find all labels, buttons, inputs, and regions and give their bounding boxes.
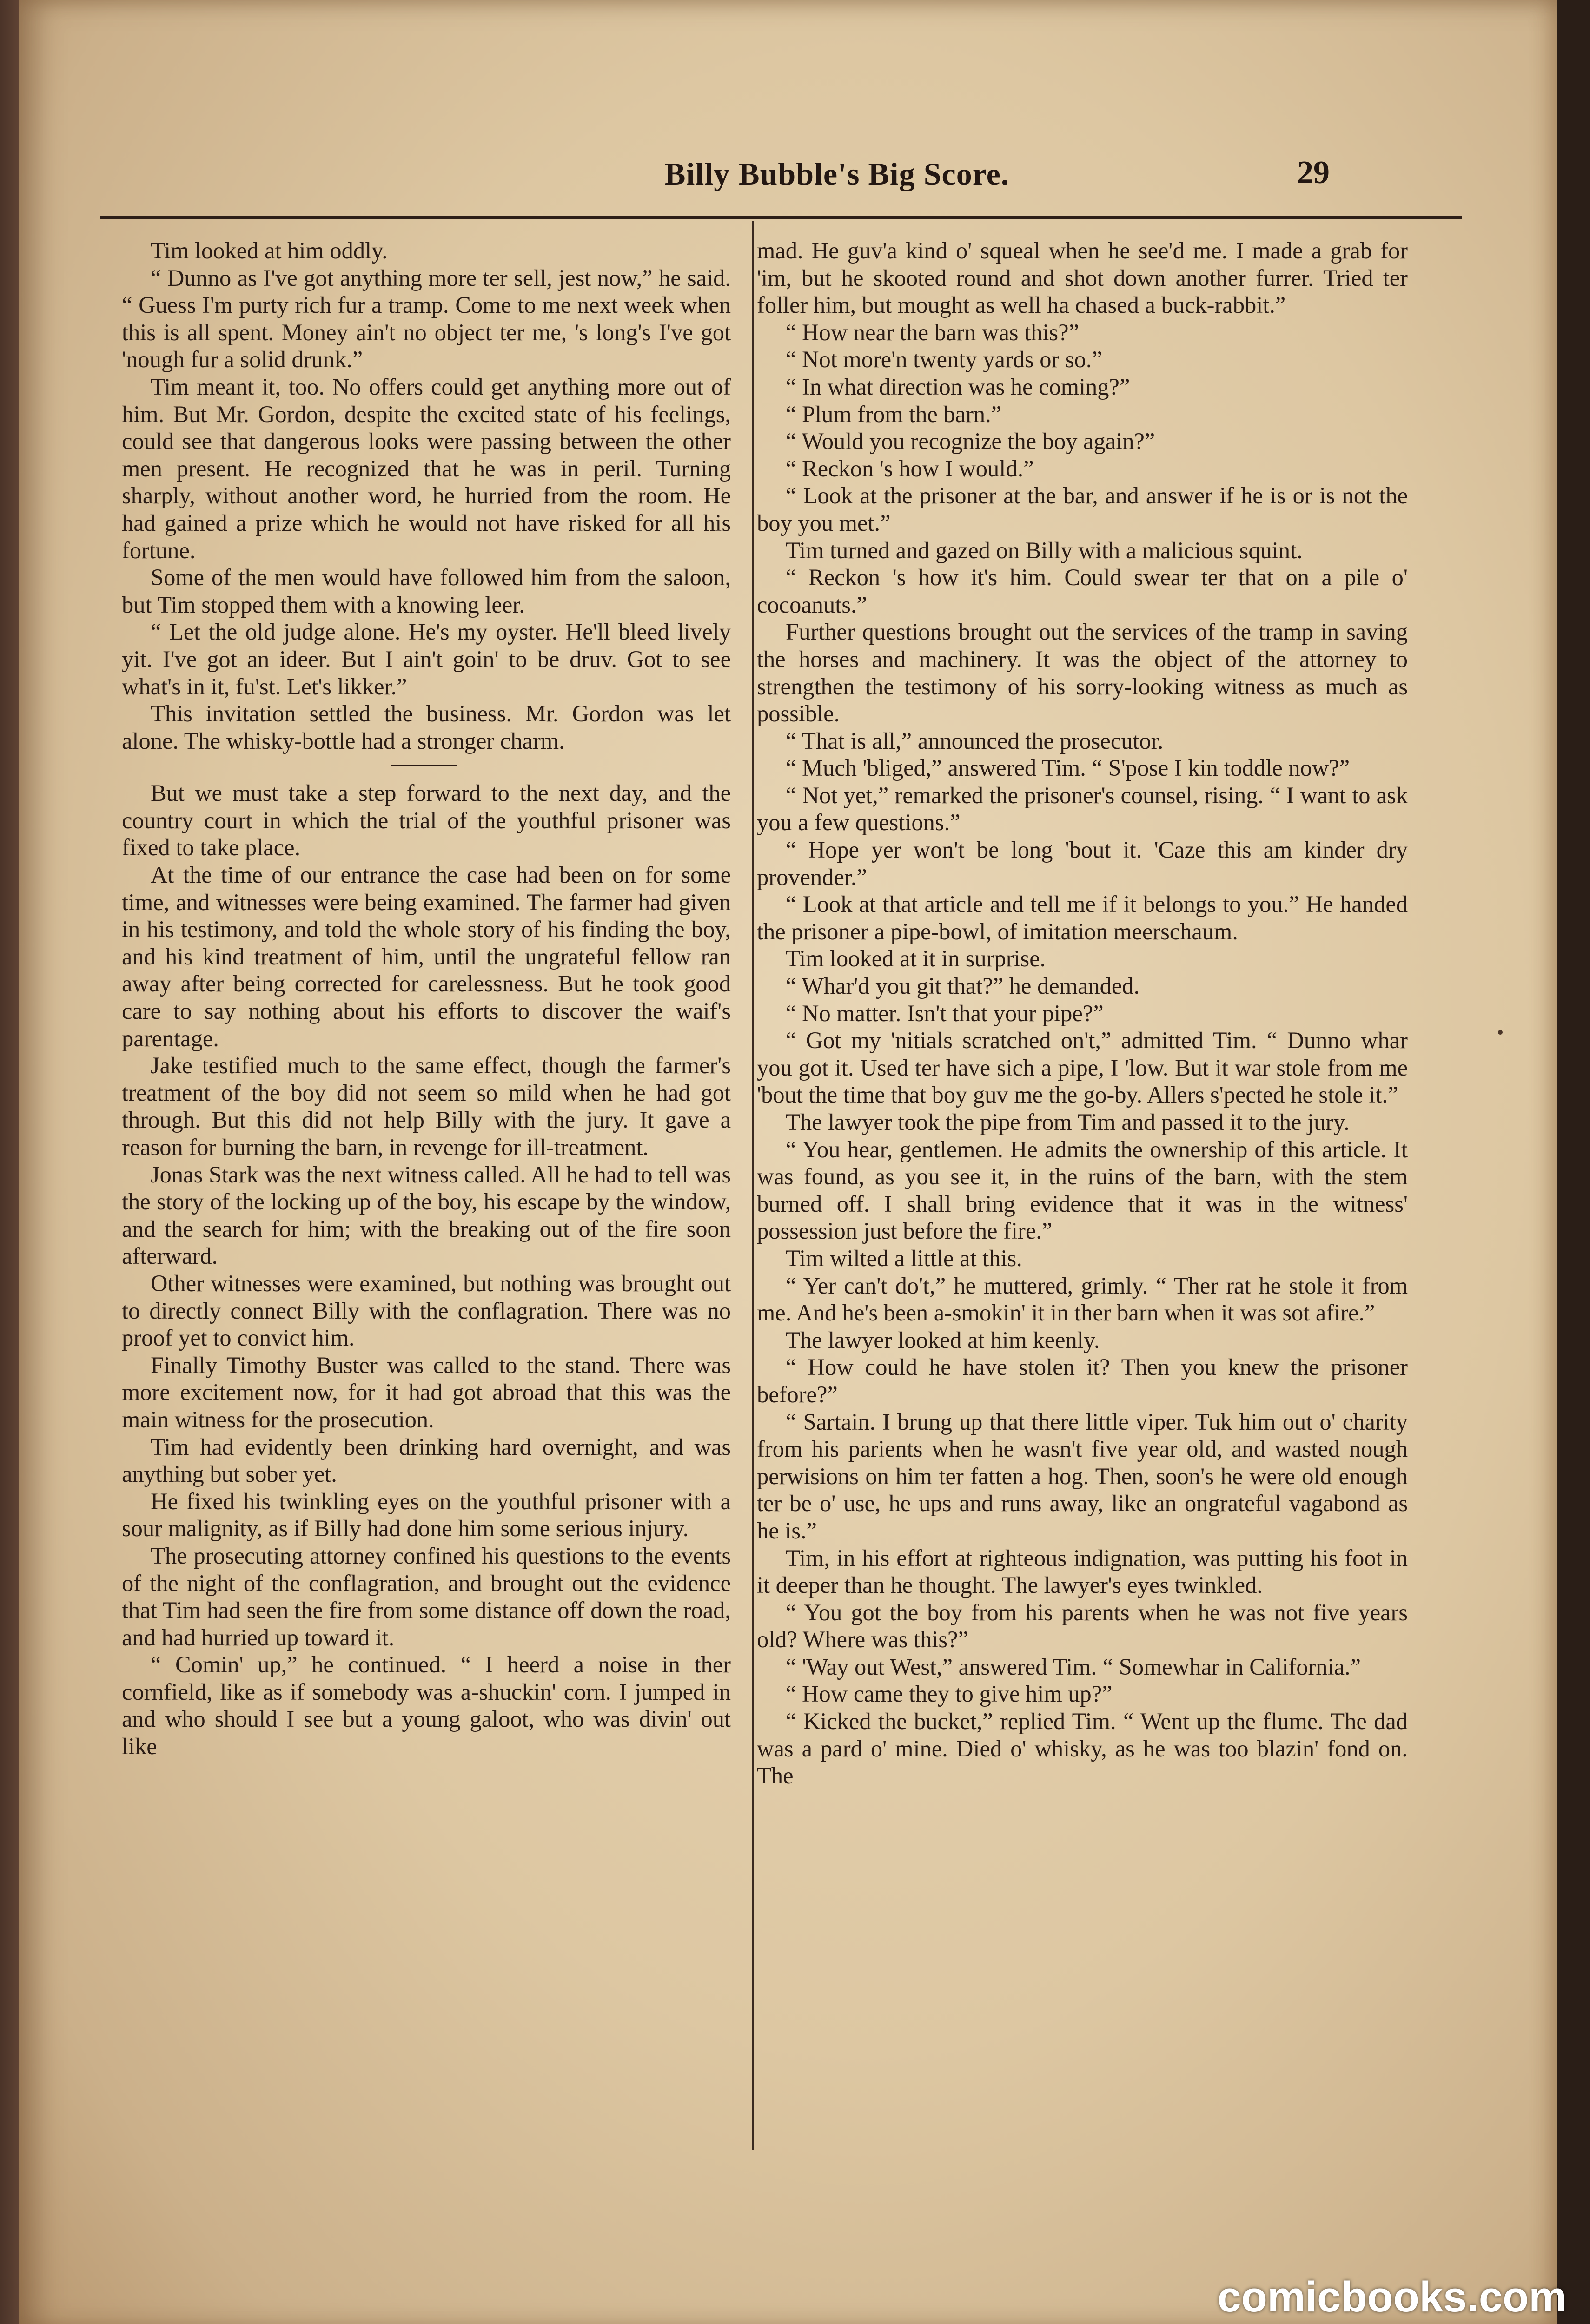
paragraph: Other witnesses were examined, but nothing was brought out to directly connect Billy with the conflagration. There was no proof yet to convict him. xyxy=(122,1270,731,1351)
paragraph: “ 'Way out West,” answered Tim. “ Somewhar in California.” xyxy=(786,1653,1361,1680)
paragraph: At the time of our entrance the case had been on for some time, and witnesses were being examined. The farmer had given in his testimony, and told the whole story of his finding the boy, and his kind treatment of him, until the ungrateful fellow ran away after being corrected for carelessness. But he took good care to say nothing about his efforts to discover the waif's parentage. xyxy=(122,862,731,1051)
paragraph: “ You got the boy from his parents when he was not five years old? Where was this?” xyxy=(757,1599,1408,1653)
paragraph: “ Look at the prisoner at the bar, and answer if he is or is not the boy you met.” xyxy=(757,482,1408,536)
paragraph: “ Much 'bliged,” answered Tim. “ S'pose I kin toddle now?” xyxy=(786,755,1350,781)
paragraph: “ You hear, gentlemen. He admits the ownership of this article. It was found, as you see it, in the ruins of the barn, with the stem burned off. I shall bring evidence that it was in the witness' possession just before the fire.” xyxy=(757,1136,1408,1244)
paragraph: “ Not yet,” remarked the prisoner's counsel, rising. “ I want to ask you a few questions.” xyxy=(757,782,1408,836)
paragraph: “ Reckon 's how it's him. Could swear ter that on a pile o' cocoanuts.” xyxy=(757,564,1408,618)
paragraph: “ Dunno as I've got anything more ter sell, jest now,” he said. “ Guess I'm purty rich fur a tramp. Come to me next week when this is all spent. Money ain't no object ter me, 's long's I've got 'nough fur a solid drunk.” xyxy=(122,264,731,373)
paragraph: “ Reckon 's how I would.” xyxy=(786,455,1034,482)
paragraph: “ Let the old judge alone. He's my oyster. He'll bleed lively yit. I've got an ideer. But I ain't goin' to be druv. Got to see what's in it, fu'st. Let's likker.” xyxy=(122,619,731,700)
column-divider xyxy=(752,221,754,2150)
paragraph: “ In what direction was he coming?” xyxy=(786,373,1130,400)
scene-break-rule xyxy=(391,765,457,766)
paragraph: “ Comin' up,” he continued. “ I heerd a noise in ther cornfield, like as if somebody was a-shuckin' corn. I jumped in and who should I see but a young galoot, who was divin' out like xyxy=(122,1651,731,1760)
running-title: Billy Bubble's Big Score. xyxy=(664,156,1009,191)
paragraph: “ Whar'd you git that?” he demanded. xyxy=(786,973,1140,999)
paragraph: “ Yer can't do't,” he muttered, grimly. “ Ther rat he stole it from me. And he's been a-smokin' it in ther barn when it was sot afire.” xyxy=(757,1272,1408,1326)
paragraph: “ Hope yer won't be long 'bout it. 'Caze this am kinder dry provender.” xyxy=(757,837,1408,890)
ink-speck xyxy=(1498,1030,1503,1035)
left-column xyxy=(122,237,731,2166)
header-rule xyxy=(100,216,1462,219)
paragraph: “ Plum from the barn.” xyxy=(786,401,1002,427)
paragraph: “ Sartain. I brung up that there little viper. Tuk him out o' charity from his parients when he wasn't five year old, and wasted nough perwisions on him ter fatten a hog. Then, soon's he were old enough ter be o' use, he ups and runs away, like an ongrateful vagabond as he is.” xyxy=(757,1408,1408,1544)
paragraph: Finally Timothy Buster was called to the stand. There was more excitement now, for it had got abroad that this was the main witness for the prosecution. xyxy=(122,1352,731,1433)
paragraph: Tim wilted a little at this. xyxy=(786,1245,1022,1271)
paragraph: “ How could he have stolen it? Then you knew the prisoner before?” xyxy=(757,1354,1408,1407)
paragraph: Tim looked at it in surprise. xyxy=(786,945,1046,972)
paragraph: The lawyer looked at him keenly. xyxy=(786,1327,1100,1353)
paragraph: “ How came they to give him up?” xyxy=(786,1681,1113,1707)
paragraph: He fixed his twinkling eyes on the youthful prisoner with a sour malignity, as if Billy had done him some serious injury. xyxy=(122,1488,731,1542)
paragraph: Tim meant it, too. No offers could get anything more out of him. But Mr. Gordon, despite the excited state of his feelings, could see that dangerous looks were passing between the other men present. He recognized that he was in peril. Turning sharply, without another word, he hurried from the room. He had gained a prize which he would not have risked for all his fortune. xyxy=(122,373,731,563)
paragraph: “ Would you recognize the boy again?” xyxy=(786,428,1155,455)
paragraph: “ That is all,” announced the prosecutor. xyxy=(786,727,1164,754)
paragraph: “ Kicked the bucket,” replied Tim. “ Went up the flume. The dad was a pard o' mine. Died o' whisky, as he was too blazin' fond on. The xyxy=(757,1708,1408,1789)
paragraph: Tim turned and gazed on Billy with a malicious squint. xyxy=(786,537,1303,563)
paragraph: “ Not more'n twenty yards or so.” xyxy=(786,346,1102,373)
paragraph: This invitation settled the business. Mr. Gordon was let alone. The whisky-bottle had a stronger charm. xyxy=(122,700,731,754)
paragraph: Jonas Stark was the next witness called. All he had to tell was the story of the locking up of the boy, his escape by the window, and the search for him; with the breaking out of the fire soon afterward. xyxy=(122,1161,731,1269)
paragraph: mad. He guv'a kind o' squeal when he see'd me. I made a grab for 'im, but he skooted round and shot down another furrer. Tried ter foller him, but mought as well ha chased a buck-rabbit.” xyxy=(757,238,1408,318)
paragraph: “ Got my 'nitials scratched on't,” admitted Tim. “ Dunno whar you got it. Used ter have sich a pipe, I 'low. But it war stole from me 'bout the time that boy guv me the go-by. Allers s'pected he stole it.” xyxy=(757,1027,1408,1108)
paragraph: Tim had evidently been drinking hard overnight, and was anything but sober yet. xyxy=(122,1433,731,1487)
page-number: 29 xyxy=(1297,155,1330,191)
paragraph: “ Look at that article and tell me if it belongs to you.” He handed the prisoner a pipe-bowl, of imitation meerschaum. xyxy=(757,891,1408,944)
paragraph: Further questions brought out the services of the tramp in saving the horses and machinery. It was the object of the attorney to strengthen the testimony of his sorry-looking witness as much as possible. xyxy=(757,619,1408,727)
paragraph: “ How near the barn was this?” xyxy=(786,319,1080,345)
paragraph: But we must take a step forward to the next day, and the country court in which the trial of the youthful prisoner was fixed to take place. xyxy=(122,780,731,861)
paragraph: The lawyer took the pipe from Tim and passed it to the jury. xyxy=(786,1109,1350,1135)
paragraph: Some of the men would have followed him from the saloon, but Tim stopped them with a knowing leer. xyxy=(122,564,731,618)
paragraph: Tim looked at him oddly. xyxy=(151,238,388,264)
paragraph: The prosecuting attorney confined his questions to the events of the night of the conflagration, and brought out the evidence that Tim had seen the fire from some distance off down the road, and had hurried up toward it. xyxy=(122,1542,731,1651)
paragraph: Tim, in his effort at righteous indignation, was putting his foot in it deeper than he thought. The lawyer's eyes twinkled. xyxy=(757,1545,1408,1598)
paragraph: Jake testified much to the same effect, though the farmer's treatment of the boy did not seem so mild when he had got through. But this did not help Billy with the jury. It gave a reason for burning the barn, in revenge for ill-treatment. xyxy=(122,1052,731,1160)
watermark: comicbooks.com xyxy=(1217,2273,1567,2321)
right-column xyxy=(757,237,1408,2166)
paragraph: “ No matter. Isn't that your pipe?” xyxy=(786,1000,1104,1026)
